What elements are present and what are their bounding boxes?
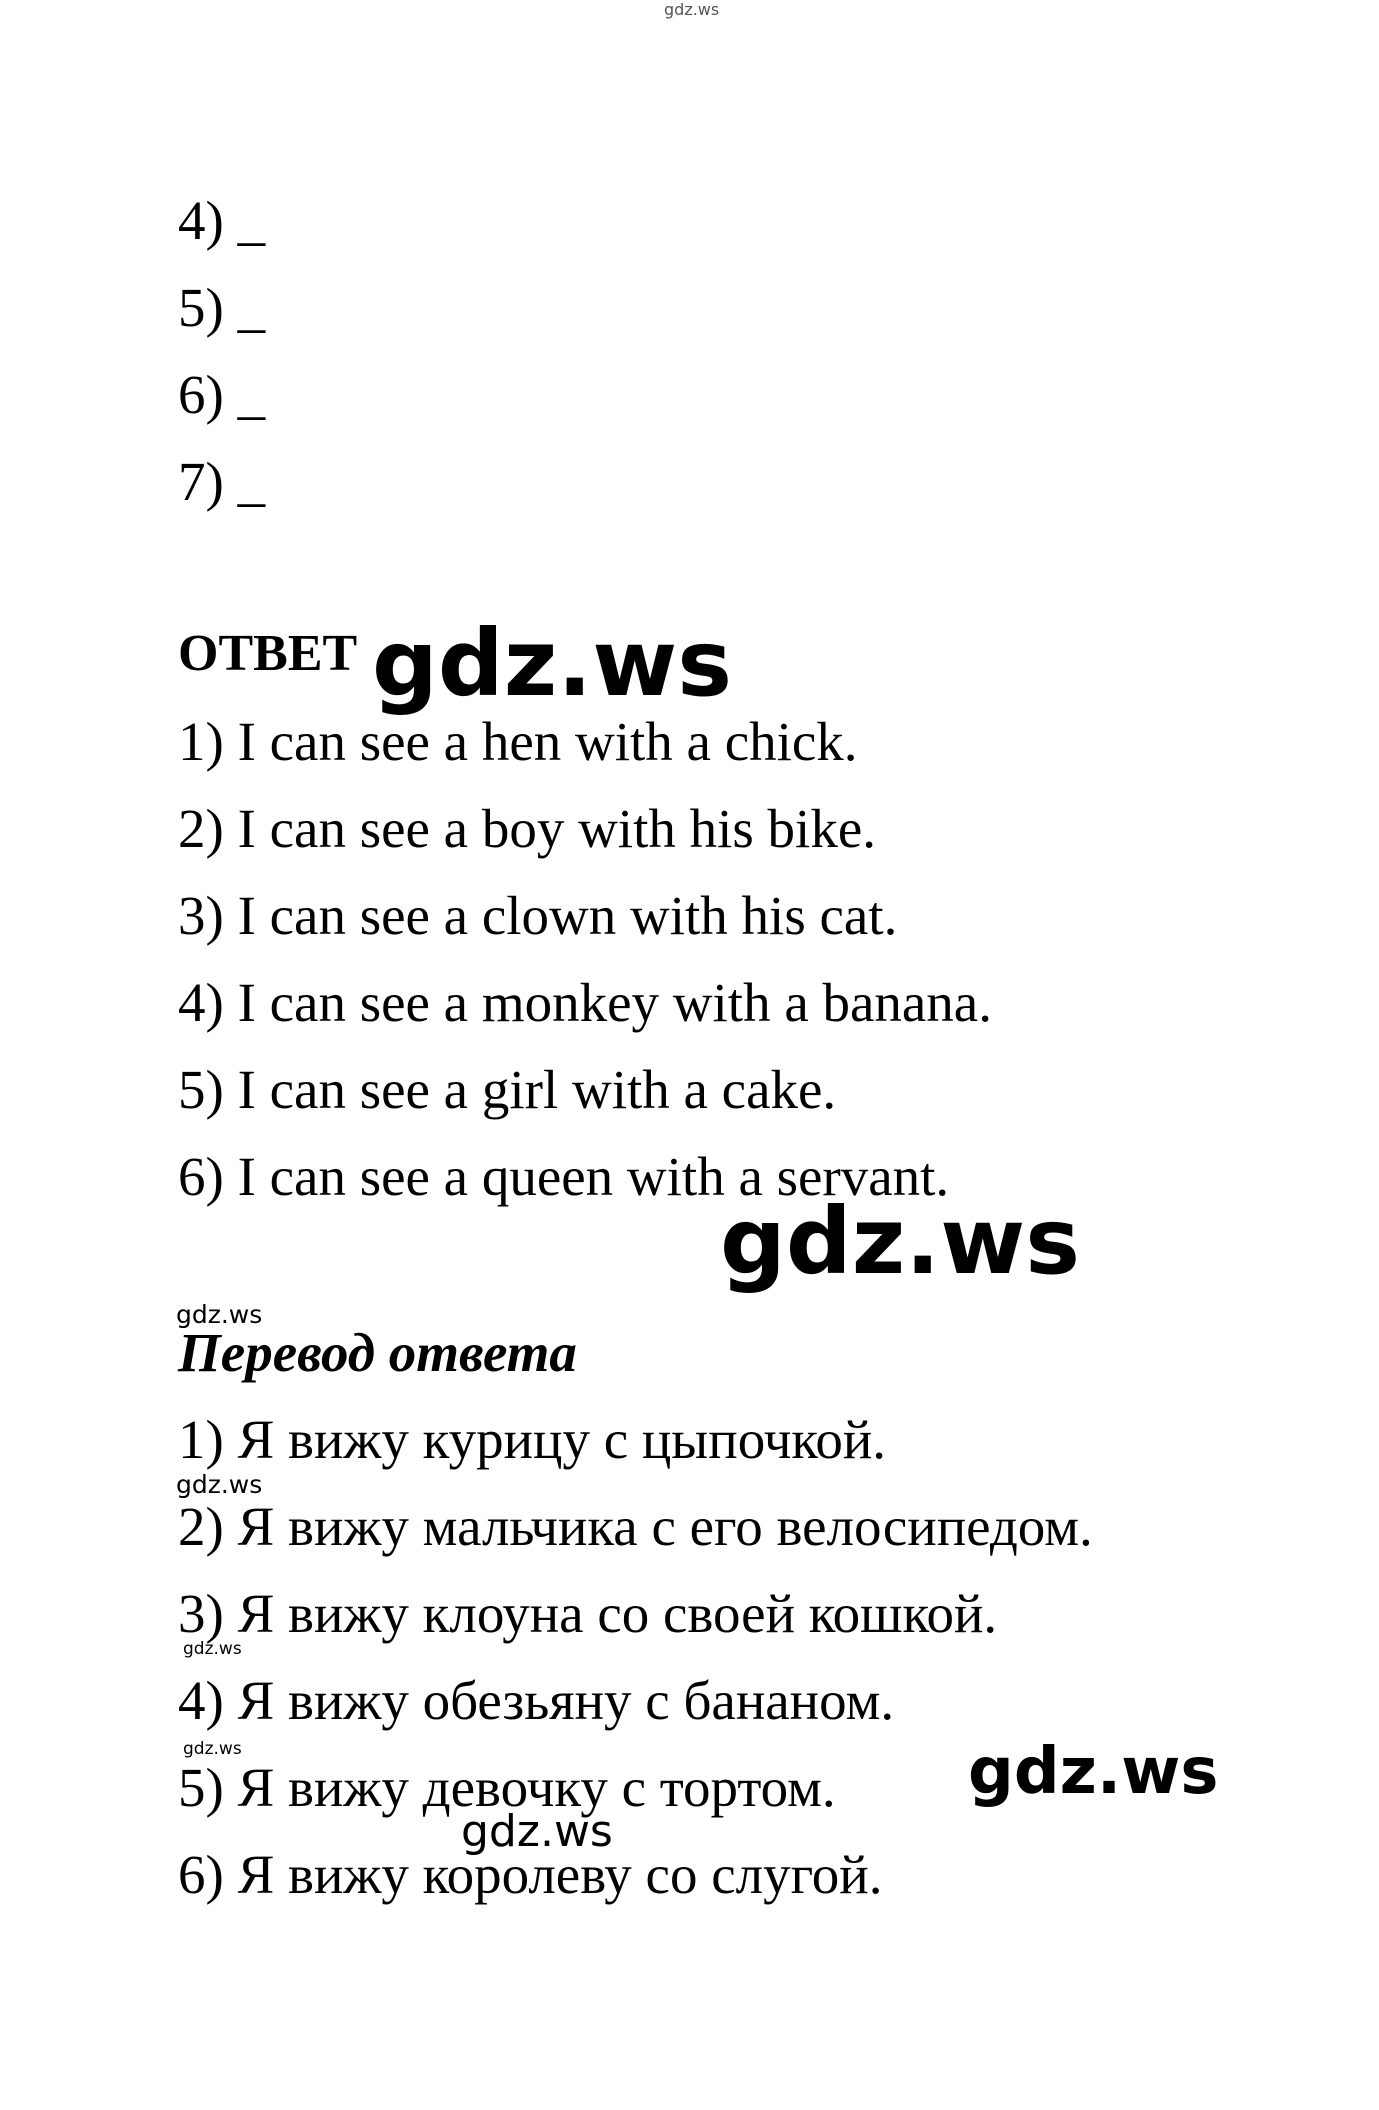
translation-heading: Перевод ответа: [178, 1322, 577, 1383]
answer-item: 6) I can see a queen with a servant.: [178, 1146, 950, 1207]
watermark-medium: gdz.ws: [461, 1806, 613, 1857]
watermark-large: gdz.ws: [372, 610, 732, 717]
blank-item: 5) _: [178, 277, 266, 338]
answer-item: 1) I can see a hen with a chick.: [178, 711, 858, 772]
translation-item: 6) Я вижу королеву со слугой.: [178, 1844, 883, 1905]
answer-item: 4) I can see a monkey with a banana.: [178, 972, 992, 1033]
watermark-tiny: gdz.ws: [183, 1639, 242, 1659]
translation-item: 1) Я вижу курицу с цыпочкой.: [178, 1409, 887, 1470]
translation-item: 5) Я вижу девочку с тортом.: [178, 1757, 836, 1818]
watermark-small: gdz.ws: [176, 1300, 263, 1329]
blank-item: 4) _: [178, 190, 266, 251]
watermark-small: gdz.ws: [176, 1470, 263, 1499]
answer-heading: ОТВЕТ: [178, 625, 358, 682]
blank-item: 6) _: [178, 364, 266, 425]
watermark-tiny: gdz.ws: [183, 1739, 242, 1759]
translation-item: 3) Я вижу клоуна со своей кошкой.: [178, 1583, 998, 1644]
watermark-top: gdz.ws: [664, 0, 720, 19]
blank-item: 7) _: [178, 451, 266, 512]
answer-item: 5) I can see a girl with a cake.: [178, 1059, 837, 1120]
translation-item: 2) Я вижу мальчика с его велосипедом.: [178, 1496, 1093, 1557]
translation-item: 4) Я вижу обезьяну с бананом.: [178, 1670, 895, 1731]
answer-item: 3) I can see a clown with his cat.: [178, 885, 898, 946]
answer-item: 2) I can see a boy with his bike.: [178, 798, 877, 859]
watermark-medium: gdz.ws: [968, 1735, 1219, 1809]
watermark-large: gdz.ws: [720, 1188, 1080, 1295]
